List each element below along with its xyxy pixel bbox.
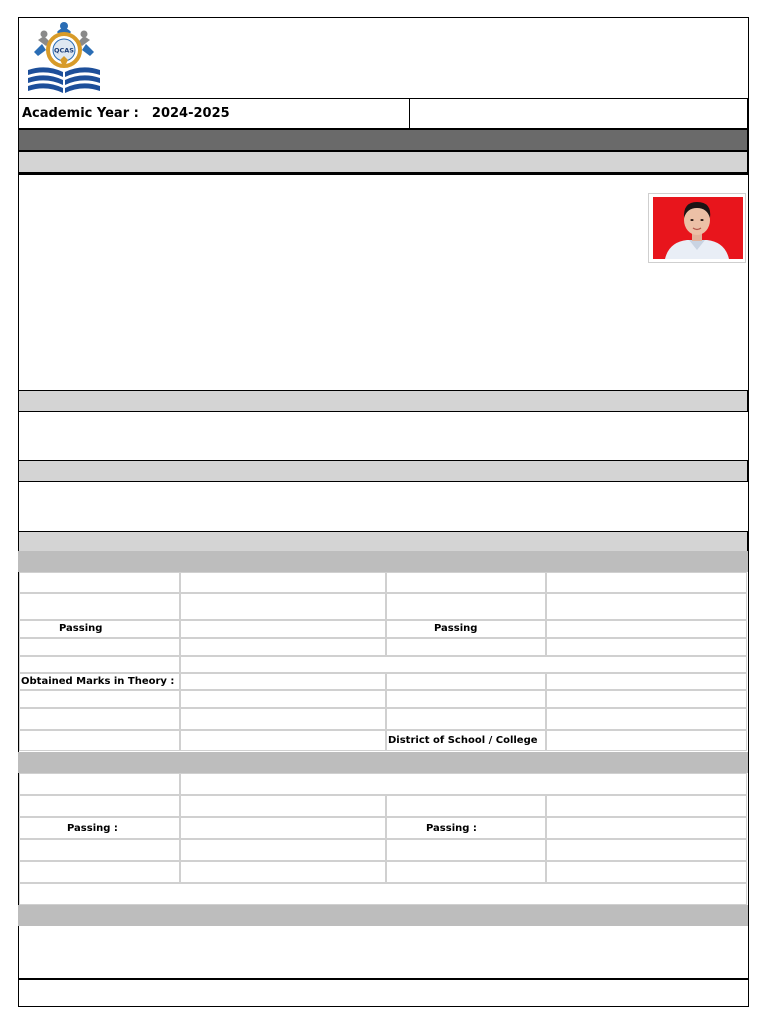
grid-cell [19, 861, 180, 883]
section-bar-address [18, 390, 748, 412]
grid-cell [19, 839, 180, 861]
section-bar-education [18, 531, 748, 553]
academic-year [22, 106, 230, 121]
grid-cell [180, 656, 747, 673]
grid-cell [546, 817, 747, 839]
grid-cell [19, 690, 180, 708]
grid-cell [386, 673, 546, 690]
grid-cell [180, 817, 386, 839]
grid-cell [180, 690, 386, 708]
grid-cell [546, 730, 747, 751]
grid-cell [546, 638, 747, 656]
grid-cell [180, 638, 386, 656]
grid-cell [546, 861, 747, 883]
passing-label-right: Passing [434, 623, 478, 634]
grid-cell [19, 730, 180, 751]
grid-cell [19, 708, 180, 730]
student-photo [648, 193, 746, 263]
bottom-divider [18, 978, 749, 980]
academic-year-label: Academic Year : [22, 106, 139, 121]
section-divider [18, 173, 748, 175]
grid-cell [180, 708, 386, 730]
subsection-bar-declaration [18, 905, 748, 926]
passing-label-left: Passing [59, 623, 103, 634]
grid-cell [386, 708, 546, 730]
grid-cell [180, 839, 386, 861]
grid-cell [19, 883, 747, 905]
grid-cell [546, 572, 747, 593]
institution-logo [24, 20, 104, 96]
grid-cell [386, 795, 546, 817]
grid-cell [19, 795, 180, 817]
grid-cell [546, 673, 747, 690]
grid-cell [386, 638, 546, 656]
subsection-bar-hsc [18, 752, 748, 773]
grid-cell [546, 620, 747, 638]
grid-cell [180, 673, 386, 690]
grid-cell [546, 839, 747, 861]
subsection-bar-ssc [18, 551, 748, 572]
grid-cell [546, 708, 747, 730]
grid-cell [386, 690, 546, 708]
grid-cell [386, 572, 546, 593]
section-bar-personal [18, 151, 748, 173]
grid-cell [19, 572, 180, 593]
grid-cell [546, 593, 747, 620]
grid-cell [19, 773, 180, 795]
grid-cell [180, 620, 386, 638]
grid-cell [180, 593, 386, 620]
grid-cell [180, 730, 386, 751]
passing-label-left-2: Passing : [67, 823, 118, 834]
grid-cell [180, 861, 386, 883]
form-title-bar [18, 129, 748, 151]
grid-cell [386, 839, 546, 861]
grid-cell [546, 690, 747, 708]
obtained-marks-theory-label: Obtained Marks in Theory : [21, 676, 175, 687]
grid-cell [386, 861, 546, 883]
logo-text: QCAS [53, 46, 75, 55]
grid-cell [180, 795, 386, 817]
passing-label-right-2: Passing : [426, 823, 477, 834]
grid-cell [180, 572, 386, 593]
grid-cell [19, 638, 180, 656]
grid-cell [19, 593, 180, 620]
grid-cell [180, 773, 747, 795]
district-label: District of School / College [388, 735, 538, 746]
grid-cell [386, 593, 546, 620]
grid-cell [19, 656, 180, 673]
academic-year-value: 2024-2025 [151, 106, 230, 121]
grid-cell [546, 795, 747, 817]
section-bar-contact [18, 460, 748, 482]
